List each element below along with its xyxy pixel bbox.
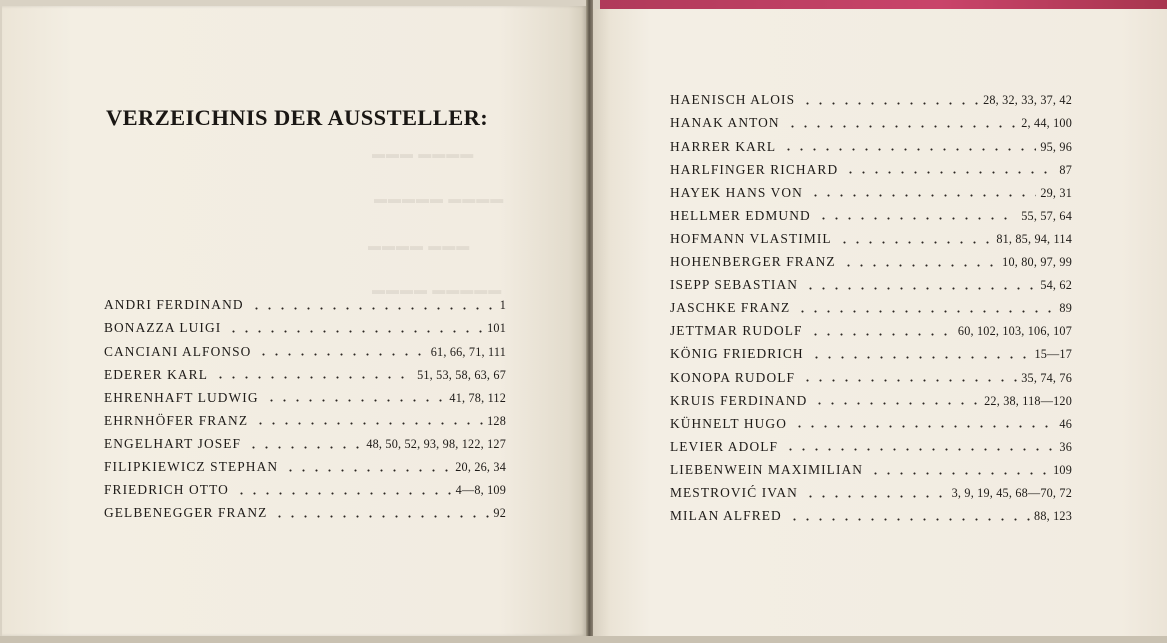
page-numbers: 95, 96: [1040, 139, 1072, 154]
page-numbers: 92: [493, 506, 506, 521]
list-item: [670, 183, 1072, 206]
dot-leader: [791, 415, 1055, 428]
dot-leader: [867, 462, 1049, 475]
dot-leader: [784, 115, 1018, 128]
page-numbers: 2, 44, 100: [1021, 116, 1072, 131]
book-spine-gutter: [586, 0, 593, 643]
dot-leader: [780, 138, 1036, 151]
exhibitor-list-left: [104, 296, 506, 527]
page-numbers: 1: [499, 298, 506, 313]
exhibitor-name: HAYEK HANS VON: [670, 184, 803, 200]
dot-leader: [782, 438, 1055, 451]
exhibitor-name: HELLMER EDMUND: [670, 207, 811, 223]
left-page: [2, 6, 586, 636]
list-item: [104, 435, 506, 458]
list-item: [670, 91, 1072, 114]
list-item: [104, 296, 506, 319]
page-numbers: 101: [487, 321, 506, 336]
exhibitor-name: HARRER KARL: [670, 138, 777, 154]
exhibitor-name: ANDRI FERDINAND: [104, 297, 244, 313]
list-item: [104, 504, 506, 527]
list-item: [670, 484, 1072, 507]
exhibitor-name: CANCIANI ALFONSO: [104, 343, 252, 359]
exhibitor-name: ISEPP SEBASTIAN: [670, 277, 798, 293]
exhibitor-name: JASCHKE FRANZ: [670, 300, 791, 316]
dot-leader: [282, 459, 451, 472]
exhibitor-name: JETTMAR RUDOLF: [670, 323, 803, 339]
dot-leader: [245, 436, 362, 449]
dot-leader: [807, 184, 1036, 197]
page-numbers: 36: [1059, 439, 1072, 454]
page-numbers: 29, 31: [1040, 185, 1072, 200]
list-item: [670, 437, 1072, 460]
page-numbers: 15—17: [1034, 347, 1072, 362]
list-item: [670, 345, 1072, 368]
exhibitor-name: EHRENHAFT LUDWIG: [104, 389, 259, 405]
right-page: [593, 9, 1167, 636]
page-numbers: 87: [1059, 162, 1072, 177]
exhibitor-name: HANAK ANTON: [670, 115, 780, 131]
page-numbers: 55, 57, 64: [1021, 208, 1072, 223]
exhibitor-name: HARLFINGER RICHARD: [670, 161, 839, 177]
dot-leader: [255, 343, 426, 356]
page-numbers: 4—8, 109: [455, 483, 506, 498]
list-item: [670, 137, 1072, 160]
page-numbers: 51, 53, 58, 63, 67: [417, 367, 506, 382]
list-item: [104, 365, 506, 388]
page-numbers: 109: [1053, 462, 1072, 477]
show-through-text: ▬▬▬▬ ▬▬▬: [368, 238, 471, 253]
page-numbers: 88, 123: [1034, 509, 1072, 524]
list-item: [670, 322, 1072, 345]
exhibitor-list-right: [670, 91, 1072, 530]
page-numbers: 128: [487, 413, 506, 428]
list-item: [104, 458, 506, 481]
exhibitor-name: EDERER KARL: [104, 366, 208, 382]
page-numbers: 46: [1059, 416, 1072, 431]
list-item: [104, 411, 506, 434]
page-numbers: 89: [1059, 301, 1072, 316]
page-numbers: 41, 78, 112: [449, 390, 506, 405]
list-item: [670, 160, 1072, 183]
dot-leader: [842, 161, 1055, 174]
exhibitor-name: KRUIS FERDINAND: [670, 392, 808, 408]
dot-leader: [233, 482, 452, 495]
list-item: [670, 391, 1072, 414]
exhibitor-name: MILAN ALFRED: [670, 508, 782, 524]
exhibitor-name: KÜHNELT HUGO: [670, 415, 787, 431]
dot-leader: [225, 320, 483, 333]
dot-leader: [811, 392, 980, 405]
dot-leader: [802, 277, 1036, 290]
desk-surface: [0, 636, 1167, 643]
page-numbers: 3, 9, 19, 45, 68—70, 72: [951, 485, 1072, 500]
dot-leader: [263, 389, 446, 402]
exhibitor-name: FILIPKIEWICZ STEPHAN: [104, 459, 279, 475]
page-numbers: 81, 85, 94, 114: [996, 231, 1072, 246]
list-item: [104, 319, 506, 342]
list-item: [104, 342, 506, 365]
list-item: [670, 461, 1072, 484]
dot-leader: [212, 366, 413, 379]
dot-leader: [840, 254, 999, 267]
dot-leader: [836, 231, 993, 244]
exhibitor-name: LEVIER ADOLF: [670, 438, 779, 454]
dot-leader: [802, 485, 948, 498]
page-numbers: 48, 50, 52, 93, 98, 122, 127: [366, 436, 506, 451]
exhibitor-name: KONOPA RUDOLF: [670, 369, 796, 385]
page-numbers: 54, 62: [1040, 278, 1072, 293]
dot-leader: [252, 412, 483, 425]
page-numbers: 28, 32, 33, 37, 42: [983, 93, 1072, 108]
page-numbers: 20, 26, 34: [455, 460, 506, 475]
list-item: [670, 507, 1072, 530]
list-item: [670, 230, 1072, 253]
list-item: [670, 299, 1072, 322]
page-numbers: 61, 66, 71, 111: [430, 344, 506, 359]
list-item: [670, 206, 1072, 229]
page-numbers: 10, 80, 97, 99: [1002, 255, 1072, 270]
dot-leader: [794, 300, 1055, 313]
exhibitor-name: LIEBENWEIN MAXIMILIAN: [670, 461, 864, 477]
list-item: [670, 253, 1072, 276]
exhibitor-name: MESTROVIĆ IVAN: [670, 484, 798, 500]
show-through-text: ▬▬▬▬▬ ▬▬▬▬: [374, 191, 505, 206]
list-item: [104, 481, 506, 504]
exhibitor-name: BONAZZA LUIGI: [104, 320, 222, 336]
page-numbers: 35, 74, 76: [1021, 370, 1072, 385]
list-item: [670, 114, 1072, 137]
exhibitor-name: GELBENEGGER FRANZ: [104, 505, 268, 521]
cover-edge: [600, 0, 1167, 9]
dot-leader: [271, 505, 489, 518]
dot-leader: [786, 508, 1030, 521]
dot-leader: [815, 207, 1018, 220]
dot-leader: [807, 323, 954, 336]
exhibitor-name: HOFMANN VLASTIMIL: [670, 230, 832, 246]
dot-leader: [808, 346, 1031, 359]
exhibitor-name: ENGELHART JOSEF: [104, 435, 242, 451]
list-item: [670, 414, 1072, 437]
dot-leader: [799, 369, 1017, 382]
show-through-text: ▬▬▬ ▬▬▬▬: [372, 146, 475, 161]
show-through-text: ▬▬▬▬ ▬▬▬▬▬: [372, 282, 503, 297]
dot-leader: [799, 92, 979, 105]
exhibitor-name: HAENISCH ALOIS: [670, 92, 796, 108]
exhibitor-name: KÖNIG FRIEDRICH: [670, 346, 804, 362]
list-item: [670, 276, 1072, 299]
dot-leader: [248, 297, 496, 310]
page-numbers: 22, 38, 118—120: [984, 393, 1072, 408]
exhibitor-name: EHRNHÖFER FRANZ: [104, 412, 249, 428]
page-title: VERZEICHNIS DER AUSSTELLER:: [106, 105, 489, 131]
exhibitor-name: HOHENBERGER FRANZ: [670, 254, 836, 270]
list-item: [104, 388, 506, 411]
page-numbers: 60, 102, 103, 106, 107: [957, 324, 1072, 339]
list-item: [670, 368, 1072, 391]
exhibitor-name: FRIEDRICH OTTO: [104, 482, 229, 498]
